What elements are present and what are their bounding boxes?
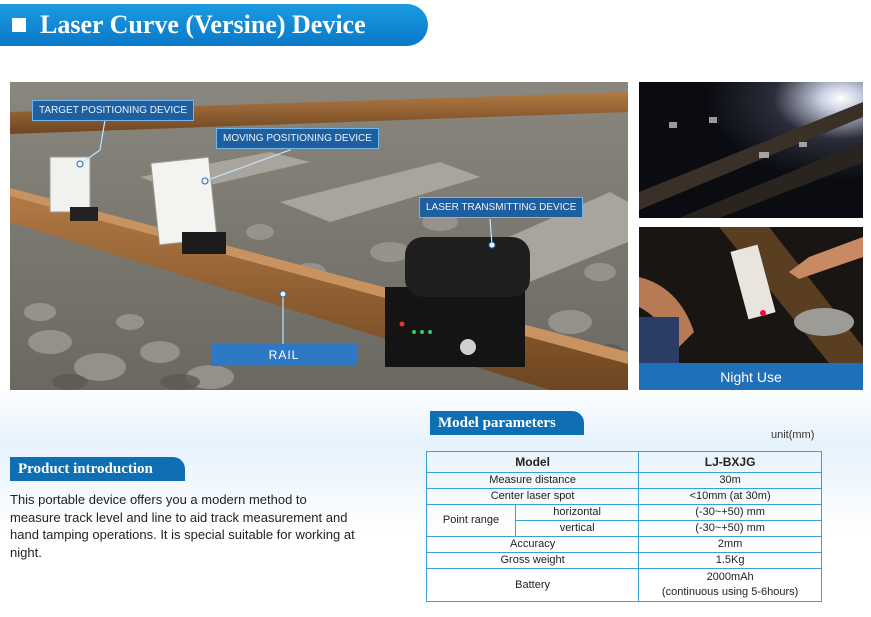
night-photo-bottom [639,227,863,363]
title-banner [0,4,428,46]
rail-label: RAIL [211,344,357,366]
accuracy-value: 2mm [639,537,822,553]
table-header-row [427,452,822,473]
table-row [427,489,822,505]
callout-moving-positioning: MOVING POSITIONING DEVICE [216,128,379,149]
measure-distance-value: 30m [639,473,822,489]
callout-laser-transmitting: LASER TRANSMITTING DEVICE [419,197,583,218]
gross-weight-label: Gross weight [427,553,639,569]
product-intro-text: This portable device offers you a modern method to measure track level and line to aid track measurement and hand tamping operations. It is special suitable for working at night. [10,492,355,560]
horizontal-value: (-30~+50) mm [639,505,822,521]
accuracy-label: Accuracy [427,537,639,553]
table-row [427,505,822,521]
table-row [427,473,822,489]
table-row [427,569,822,602]
square-bullet-icon [12,18,26,32]
battery-capacity: 2000mAh [706,571,754,583]
night-hand-illustration [639,227,863,363]
battery-duration: (continuous using 5-6hours) [661,586,799,598]
night-track-illustration [639,82,863,218]
measure-distance-label: Measure distance [427,473,639,489]
table-row [427,537,822,553]
horizontal-label: horizontal [516,505,639,521]
parameters-table [426,451,822,602]
product-intro-heading: Product introduction [10,457,185,481]
point-range-label: Point range [427,505,516,537]
center-spot-label: Center laser spot [427,489,639,505]
night-use-caption: Night Use [639,363,863,390]
model-header-value: LJ-BXJG [639,452,822,473]
battery-label: Battery [427,569,639,602]
device-photo [10,82,628,390]
page-title: Laser Curve (Versine) Device [40,10,366,39]
model-params-heading: Model parameters [430,411,584,435]
model-header-label: Model [427,452,639,473]
vertical-label: vertical [516,521,639,537]
unit-label: unit(mm) [771,429,815,441]
gross-weight-value: 1.5Kg [639,553,822,569]
table-row [427,553,822,569]
vertical-value: (-30~+50) mm [639,521,822,537]
callout-target-positioning: TARGET POSITIONING DEVICE [32,100,194,121]
night-photo-top [639,82,863,218]
battery-value [639,569,822,602]
center-spot-value: <10mm (at 30m) [639,489,822,505]
